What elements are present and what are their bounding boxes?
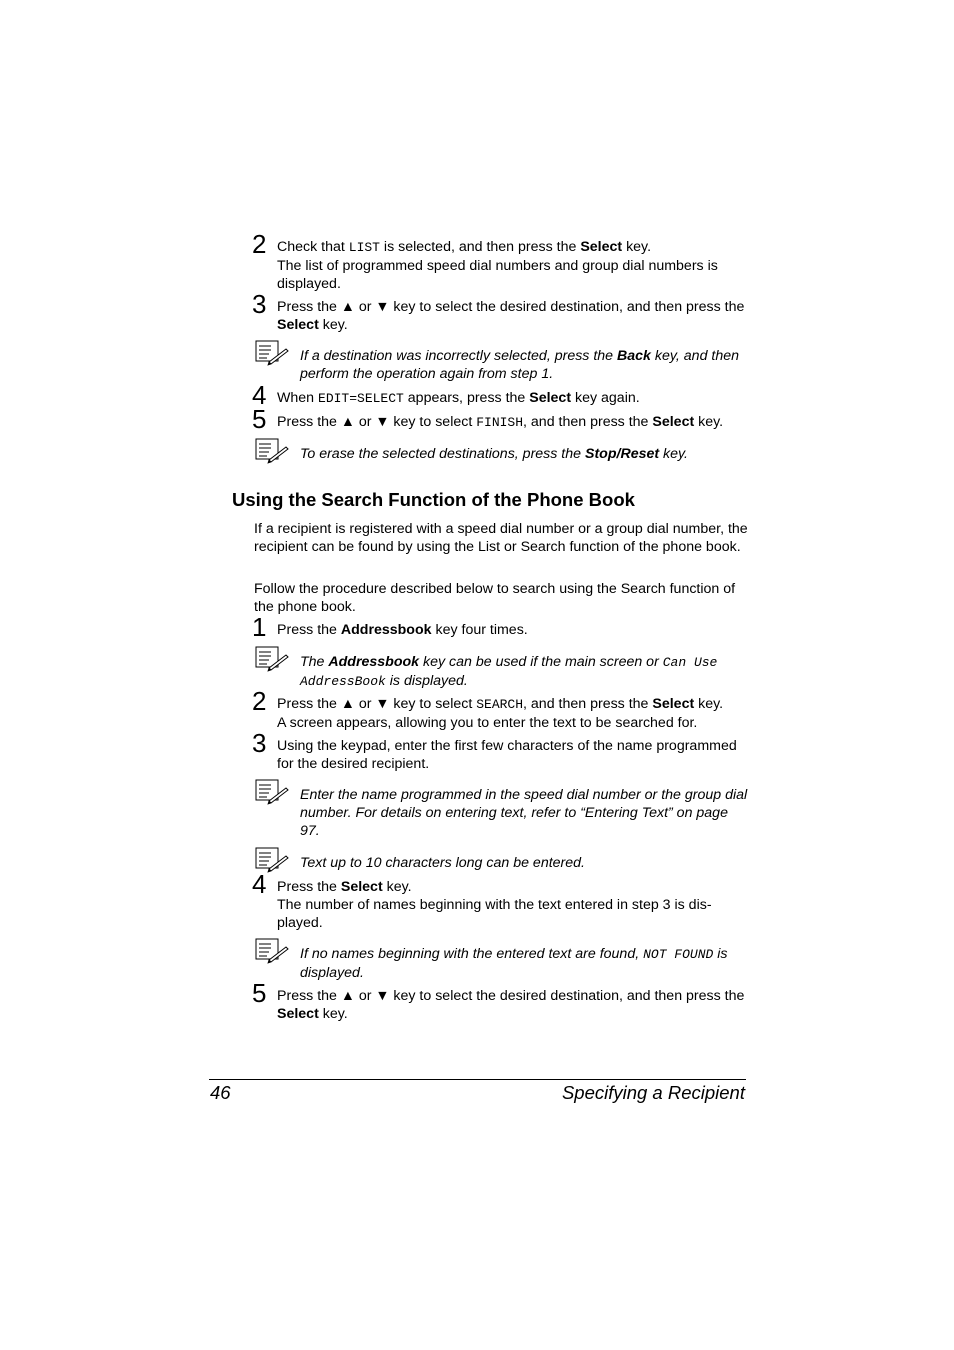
- step-text: Press the ▲ or ▼ key to select the desired destination, and then press the Select key.: [277, 299, 745, 333]
- note-text: Enter the name programmed in the speed dial number or the group dial number. For details on entering text, refer to “Entering Text” on page 97.: [300, 787, 748, 839]
- note-text: If a destination was incorrectly selected, press the Back key, and then perform the operation again from step 1.: [300, 348, 740, 382]
- note-pencil-icon: [255, 779, 289, 805]
- step-text: Press the ▲ or ▼ key to select FINISH, and then press the Select key.: [277, 414, 724, 430]
- step-text: When EDIT=SELECT appears, press the Select key again.: [277, 390, 640, 406]
- intro-paragraph: Follow the procedure described below to search using the Search function of the phone book.: [254, 581, 736, 615]
- note-text: Text up to 10 characters long can be entered.: [300, 855, 585, 871]
- step-number: 5: [252, 978, 267, 1008]
- step-text: Press the Select key. The number of names beginning with the text entered in step 3 is dis-played.: [277, 879, 712, 931]
- note-text: The Addressbook key can be used if the main screen or Can Use AddressBook is displayed.: [300, 654, 718, 689]
- step-text: Using the keypad, enter the first few characters of the name programmed for the desired recipient.: [277, 738, 737, 772]
- section-heading: Using the Search Function of the Phone Book: [232, 489, 635, 510]
- step-number: 4: [252, 380, 267, 410]
- step-text: Press the Addressbook key four times.: [277, 622, 528, 638]
- step-text: Check that LIST is selected, and then press the Select key. The list of programmed speed dial numbers and group dial numbers is displayed.: [277, 239, 718, 292]
- step-number: 2: [252, 686, 267, 716]
- note-pencil-icon: [255, 438, 289, 464]
- step-text: Press the ▲ or ▼ key to select SEARCH, and then press the Select key. A screen appears, allowing you to enter the text to be searched for.: [277, 696, 724, 731]
- note-pencil-icon: [255, 340, 289, 366]
- step-number: 4: [252, 869, 267, 899]
- note-pencil-icon: [255, 646, 289, 672]
- intro-paragraph: If a recipient is registered with a speed dial number or a group dial number, the recipient can be found by using the List or Search function of the phone book.: [254, 521, 748, 555]
- step-text: Press the ▲ or ▼ key to select the desired destination, and then press the Select key.: [277, 988, 745, 1022]
- page-number: 46: [210, 1082, 231, 1103]
- note-text: If no names beginning with the entered text are found, NOT FOUND is displayed.: [300, 946, 728, 981]
- step-number: 1: [252, 612, 267, 642]
- footer-section-title: Specifying a Recipient: [561, 1082, 745, 1103]
- step-number: 3: [252, 728, 267, 758]
- step-number: 2: [252, 229, 267, 259]
- footer-divider: [209, 1079, 746, 1080]
- note-pencil-icon: [255, 938, 289, 964]
- step-number: 3: [252, 289, 267, 319]
- note-text: To erase the selected destinations, press the Stop/Reset key.: [300, 446, 689, 462]
- step-number: 5: [252, 404, 267, 434]
